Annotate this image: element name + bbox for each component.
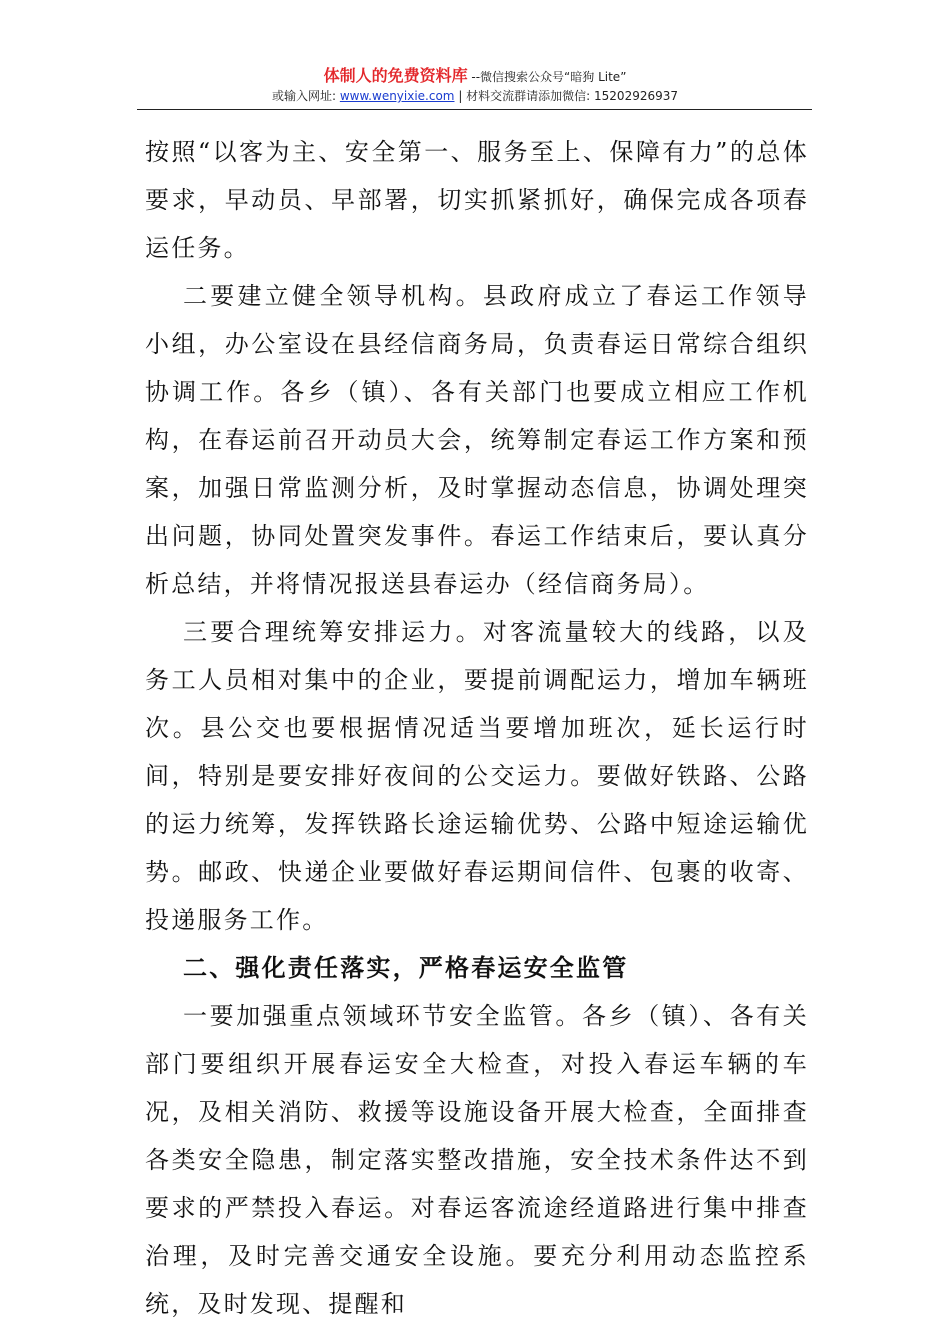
paragraph-4: 一要加强重点领域环节安全监管。各乡（镇）、各有关部门要组织开展春运安全大检查，对投入春运车辆的车况，及相关消防、救援等设施设备开展大检查，全面排查各类安全隐患，制定落实整改措施，安全技术条件达不到要求的严禁投入春运。对春运客流途经道路进行集中排查治理，及时完善交通安全设施。要充分利用动态监控系统，及时发现、提醒和 [145, 1002, 809, 1318]
header-contact: | 材料交流群请添加微信: 15202926937 [454, 89, 679, 104]
header-line-1 [140, 66, 810, 85]
paragraph-1: 按照“以客为主、安全第一、服务至上、保障有力”的总体要求，早动员、早部署，切实抓紧抓好，确保完成各项春运任务。 [145, 138, 809, 262]
page-header [140, 66, 810, 104]
document-body [145, 128, 809, 1328]
header-brand: 体制人的免费资料库 [323, 66, 468, 85]
header-url-link[interactable]: www.wenyixie.com [339, 89, 455, 104]
header-divider [137, 109, 812, 110]
paragraph-2: 二要建立健全领导机构。县政府成立了春运工作领导小组，办公室设在县经信商务局，负责春运日常综合组织协调工作。各乡（镇）、各有关部门也要成立相应工作机构，在春运前召开动员大会，统筹制定春运工作方案和预案，加强日常监测分析，及时掌握动态信息，协调处理突出问题，协同处置突发事件。春运工作结束后，要认真分析总结，并将情况报送县春运办（经信商务局）。 [145, 282, 809, 598]
header-slogan: --微信搜索公众号“暗狗 Lite” [467, 70, 627, 84]
paragraph-3: 三要合理统筹安排运力。对客流量较大的线路，以及务工人员相对集中的企业，要提前调配运力，增加车辆班次。县公交也要根据情况适当要增加班次，延长运行时间，特别是要安排好夜间的公交运力。要做好铁路、公路的运力统筹，发挥铁路长途运输优势、公路中短途运输优势。邮政、快递企业要做好春运期间信件、包裹的收寄、投递服务工作。 [145, 618, 809, 934]
header-line-2 [140, 89, 810, 103]
section-heading-2: 二、强化责任落实，严格春运安全监管 [183, 954, 629, 982]
header-url-prefix: 或输入网址: [271, 89, 340, 104]
